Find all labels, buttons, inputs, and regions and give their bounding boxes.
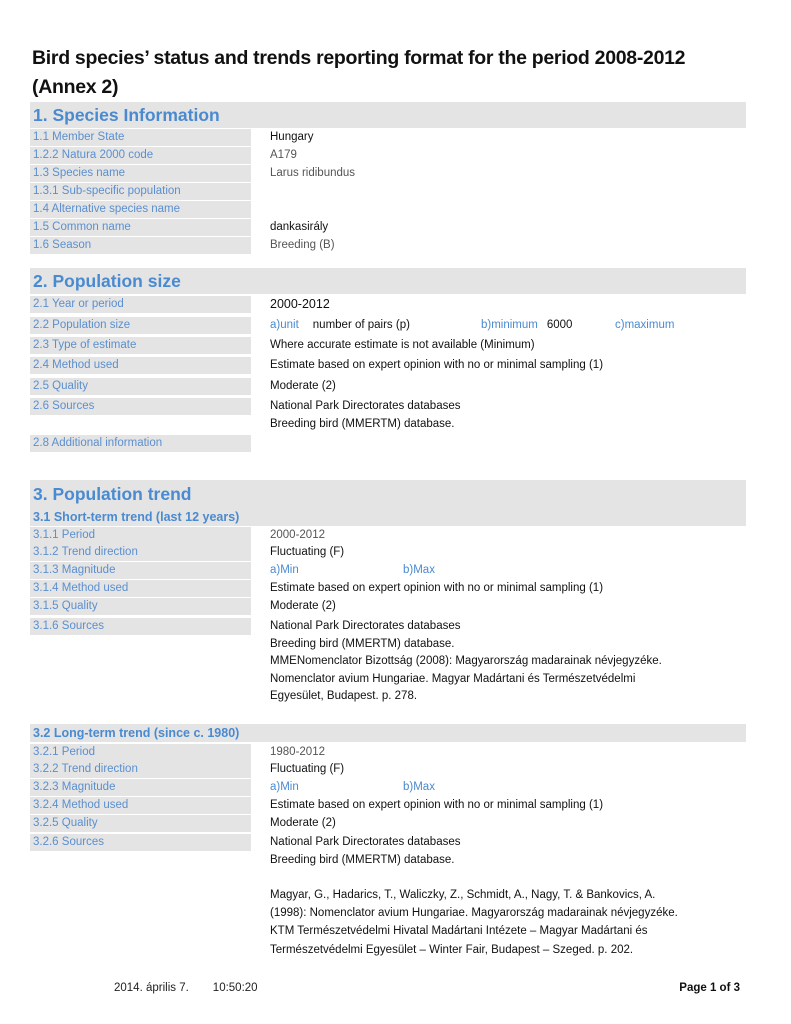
common-name-value: dankasirály <box>270 221 329 233</box>
long-sources-value <box>270 834 461 869</box>
minimum-value-group <box>481 317 572 334</box>
source-line: Nomenclator avium Hungariae. Magyar Madártani és Természetvédelmi <box>270 672 636 685</box>
natura-code-label: 1.2.2 Natura 2000 code <box>30 147 251 164</box>
long-method-label: 3.2.4 Method used <box>30 797 251 814</box>
short-method-value: Estimate based on expert opinion with no or minimal sampling (1) <box>270 582 604 594</box>
short-method-label: 3.1.4 Method used <box>30 580 251 597</box>
short-sources-label: 3.1.6 Sources <box>30 618 251 635</box>
document-title <box>32 44 762 102</box>
footer-time: 10:50:20 <box>212 982 258 994</box>
maximum-key: c)maximum <box>615 319 675 331</box>
sources-value <box>270 398 461 433</box>
footer-timestamp <box>114 982 258 994</box>
method-value: Estimate based on expert opinion with no or minimal sampling (1) <box>270 359 604 371</box>
sub-specific-label: 1.3.1 Sub-specific population <box>30 183 251 200</box>
minimum-key: b)minimum <box>481 319 538 331</box>
estimate-type-label: 2.3 Type of estimate <box>30 337 251 354</box>
short-direction-value: Fluctuating (F) <box>270 546 345 558</box>
long-direction-label: 3.2.2 Trend direction <box>30 761 251 778</box>
title-line-2: (Annex 2) <box>32 76 119 98</box>
source-line: National Park Directorates databases <box>270 836 461 848</box>
unit-key: a)unit <box>270 319 299 331</box>
long-references <box>270 886 678 959</box>
long-min-key: a)Min <box>270 781 299 793</box>
long-term-heading: 3.2 Long-term trend (since c. 1980) <box>33 726 240 740</box>
reference-line: KTM Természetvédelmi Hivatal Madártani Intézete – Magyar Madártani és <box>270 925 648 938</box>
season-value: Breeding (B) <box>270 239 335 251</box>
population-size-label: 2.2 Population size <box>30 317 251 334</box>
year-period-label: 2.1 Year or period <box>30 296 251 313</box>
reference-line: Magyar, G., Hadarics, T., Waliczky, Z., Schmidt, A., Nagy, T. & Bankovics, A. <box>270 889 656 901</box>
species-name-value: Larus ridibundus <box>270 167 356 179</box>
quality-value: Moderate (2) <box>270 380 336 392</box>
short-max-key: b)Max <box>403 564 435 576</box>
page-number: Page 1 of 3 <box>679 982 740 994</box>
long-period-value: 1980-2012 <box>270 746 325 758</box>
short-term-heading: 3.1 Short-term trend (last 12 years) <box>33 510 240 524</box>
long-quality-value: Moderate (2) <box>270 817 336 829</box>
season-label: 1.6 Season <box>30 237 251 254</box>
short-magnitude-label: 3.1.3 Magnitude <box>30 562 251 579</box>
section-1-heading: 1. Species Information <box>33 105 220 125</box>
source-line: Breeding bird (MMERTM) database. <box>270 417 455 430</box>
short-sources-value <box>270 618 662 706</box>
footer-date: 2014. április 7. <box>114 982 189 994</box>
short-direction-label: 3.1.2 Trend direction <box>30 544 251 561</box>
short-quality-label: 3.1.5 Quality <box>30 598 251 615</box>
reference-line: Természetvédelmi Egyesület – Winter Fair, Budapest – Szeged. p. 202. <box>270 943 634 956</box>
source-line: Breeding bird (MMERTM) database. <box>270 637 455 650</box>
member-state-value: Hungary <box>270 131 314 143</box>
short-quality-value: Moderate (2) <box>270 600 336 612</box>
source-line: Breeding bird (MMERTM) database. <box>270 853 455 866</box>
long-quality-label: 3.2.5 Quality <box>30 815 251 832</box>
source-line: National Park Directorates databases <box>270 400 461 412</box>
species-name-label: 1.3 Species name <box>30 165 251 182</box>
long-magnitude-label: 3.2.3 Magnitude <box>30 779 251 796</box>
short-period-label: 3.1.1 Period <box>30 527 251 544</box>
reference-line: (1998): Nomenclator avium Hungariae. Magyarország madarainak névjegyzéke. <box>270 907 678 920</box>
short-min-key: a)Min <box>270 564 299 576</box>
unit-value: number of pairs (p) <box>312 319 410 331</box>
additional-info-label: 2.8 Additional information <box>30 435 251 452</box>
minimum-value: 6000 <box>546 319 573 331</box>
source-line: MMENomenclator Bizottság (2008): Magyarország madarainak névjegyzéke. <box>270 655 662 668</box>
alternative-name-label: 1.4 Alternative species name <box>30 201 251 218</box>
long-max-key: b)Max <box>403 781 435 793</box>
natura-code-value: A179 <box>270 149 297 161</box>
year-period-value: 2000-2012 <box>270 297 330 311</box>
population-size-value <box>270 317 410 334</box>
common-name-label: 1.5 Common name <box>30 219 251 236</box>
long-period-label: 3.2.1 Period <box>30 744 251 761</box>
long-sources-label: 3.2.6 Sources <box>30 834 251 851</box>
source-line: Egyesület, Budapest. p. 278. <box>270 690 418 703</box>
title-line-1: Bird species’ status and trends reporting format for the period 2008-2012 <box>32 47 686 69</box>
member-state-label: 1.1 Member State <box>30 129 251 146</box>
sources-label: 2.6 Sources <box>30 398 251 415</box>
section-2-heading: 2. Population size <box>33 271 181 291</box>
source-line: National Park Directorates databases <box>270 620 461 632</box>
quality-label: 2.5 Quality <box>30 378 251 395</box>
estimate-type-value: Where accurate estimate is not available (Minimum) <box>270 339 535 351</box>
section-3-heading: 3. Population trend <box>33 484 192 504</box>
method-label: 2.4 Method used <box>30 357 251 374</box>
long-method-value: Estimate based on expert opinion with no or minimal sampling (1) <box>270 799 604 811</box>
long-direction-value: Fluctuating (F) <box>270 763 345 775</box>
short-period-value: 2000-2012 <box>270 529 325 541</box>
